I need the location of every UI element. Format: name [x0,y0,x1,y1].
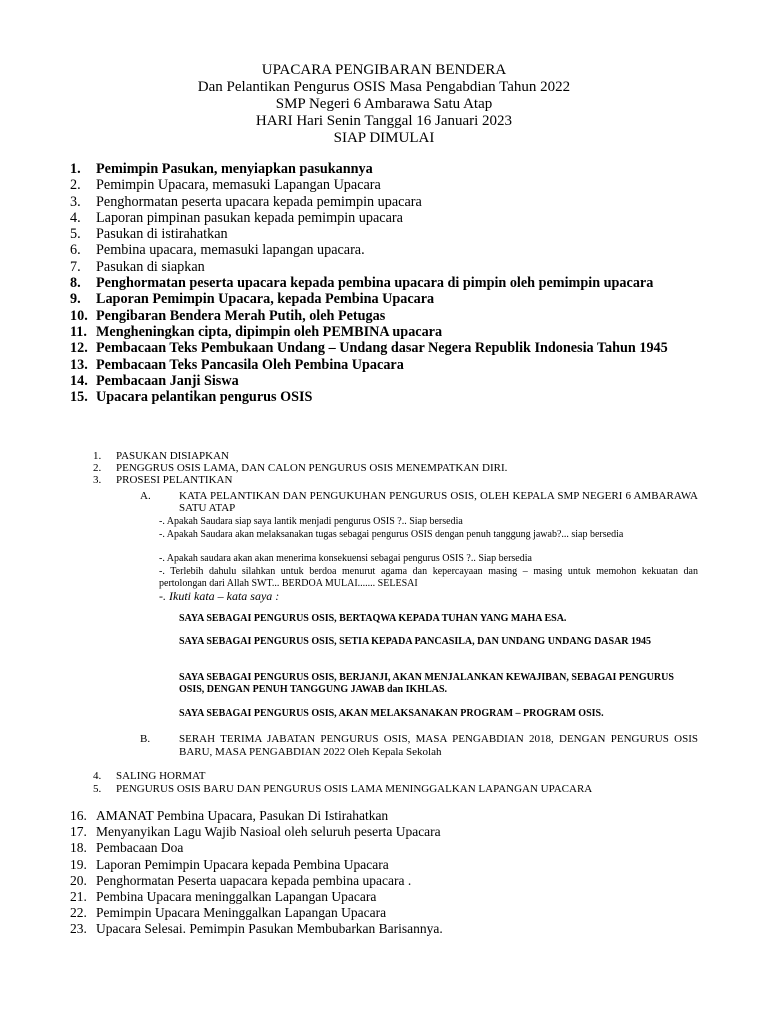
item-text: Penghormatan Peserta uapacara kepada pembina upacara . [96,872,412,888]
item-text: PENGURUS OSIS BARU DAN PENGURUS OSIS LAMA MENINGGALKAN LAPANGAN UPACARA [116,782,593,795]
item-text: Laporan Pemimpin Upacara, kepada Pembina Upacara [96,291,435,308]
pelantikan-closing-list [93,770,703,795]
item-number: 21. [70,889,87,905]
item-number: 8. [70,275,81,292]
item-number: 1. [93,450,102,462]
list-item [70,840,698,856]
item-number: 4. [93,770,102,782]
list-item [70,905,698,921]
item-number: 1. [70,161,81,177]
question-line: -. Apakah saudara akan akan menerima konsekuensi sebagai pengurus OSIS ?.. Siap bersedia [159,553,532,564]
item-text: PASUKAN DISIAPKAN [116,450,229,462]
list-item [70,194,698,210]
list-item [70,873,698,889]
title-line-4: HARI Hari Senin Tanggal 16 Januari 2023 [255,113,513,129]
question-line: -. Apakah Saudara siap saya lantik menjadi pengurus OSIS ?.. Siap bersedia [159,516,463,527]
oath-line: SAYA SEBAGAI PENGURUS OSIS, AKAN MELAKSANAKAN PROGRAM – PROGRAM OSIS. [179,708,604,719]
section-b-text: SERAH TERIMA JABATAN PENGURUS OSIS, MASA PENGABDIAN 2018, DENGAN PENGURUS OSIS BARU, MASA PENGABDIAN 2022 Oleh Kepala Sekolah [179,733,698,758]
list-item [70,340,698,356]
item-text: Pasukan di siapkan [96,258,205,275]
title-line-2: Dan Pelantikan Pengurus OSIS Masa Pengabdian Tahun 2022 [197,79,571,95]
item-number: 7. [70,258,81,275]
list-item [70,226,698,242]
item-text: Pengibaran Bendera Merah Putih, oleh Petugas [96,307,386,324]
title-line-1: UPACARA PENGIBARAN BENDERA [261,62,507,78]
item-number: 9. [70,291,81,308]
oath-line: SAYA SEBAGAI PENGURUS OSIS, BERJANJI, AKAN MENJALANKAN KEWAJIBAN, SEBAGAI PENGURUS OSIS, DENGAN PENUH TANGGUNG JAWAB dan IKHLAS. [179,672,674,695]
list-item [70,210,698,226]
item-text: Mengheningkan cipta, dipimpin oleh PEMBINA upacara [96,323,443,340]
list-item [70,889,698,905]
item-number: 2. [70,177,81,194]
item-text: Pasukan di istirahatkan [96,226,228,243]
item-number: 19. [70,856,87,872]
list-item [70,259,698,275]
item-text: PENGGRUS OSIS LAMA, DAN CALON PENGURUS OSIS MENEMPATKAN DIRI. [116,462,508,474]
question-line: -. Terlebih dahulu silahkan untuk berdoa menurut agama dan kepercayaan masing – masing untuk memohon kekuatan dan pertolongan dari Allah SWT... BERDOA MULAI....... SELESAI [159,566,698,589]
item-text: AMANAT Pembina Upacara, Pasukan Di Istirahatkan [96,808,389,823]
pelantikan-steps-list [93,450,703,486]
list-item [70,389,698,405]
item-number: 13. [70,356,88,373]
item-text: Penghormatan peserta upacara kepada pemimpin upacara [96,193,422,210]
item-number: 4. [70,209,81,226]
list-item [70,921,698,937]
item-text: Pembina Upacara meninggalkan Lapangan Upacara [96,889,377,905]
section-a-text: KATA PELANTIKAN DAN PENGUKUHAN PENGURUS OSIS, OLEH KEPALA SMP NEGERI 6 AMBARAWA SATU ATAP [179,490,698,514]
item-text: Pemimpin Upacara Meninggalkan Lapangan Upacara [96,905,387,921]
item-text: Pembacaan Janji Siswa [96,372,239,389]
follow-instruction: -. Ikuti kata – kata saya : [159,589,280,603]
item-number: 2. [93,462,102,474]
item-text: Pemimpin Pasukan, menyiapkan pasukannya [96,161,373,177]
item-text: PROSESI PELANTIKAN [116,474,233,486]
list-item [70,373,698,389]
item-number: 23. [70,921,87,937]
list-item [70,161,698,177]
oath-line: SAYA SEBAGAI PENGURUS OSIS, SETIA KEPADA PANCASILA, DAN UNDANG UNDANG DASAR 1945 [179,636,652,647]
closing-steps-list [70,808,698,938]
item-text: Laporan pimpinan pasukan kepada pemimpin upacara [96,209,403,226]
item-number: 20. [70,872,87,888]
list-item [93,770,703,783]
list-item [70,857,698,873]
section-a-label: A. [140,490,151,502]
item-number: 3. [93,474,102,486]
item-text: Pemimpin Upacara, memasuki Lapangan Upacara [96,177,381,194]
item-text: Pembacaan Teks Pembukaan Undang – Undang dasar Negera Republik Indonesia Tahun 1945 [96,340,668,357]
item-number: 14. [70,372,88,389]
ceremony-steps-list [70,161,698,405]
item-number: 5. [93,782,102,795]
list-item [70,808,698,824]
item-number: 12. [70,340,88,357]
list-item [70,824,698,840]
list-item [70,291,698,307]
item-text: Upacara Selesai. Pemimpin Pasukan Membubarkan Barisannya. [96,921,443,937]
item-number: 10. [70,307,88,324]
list-item [70,324,698,340]
list-item [70,177,698,193]
item-number: 11. [70,323,87,340]
title-line-3: SMP Negeri 6 Ambarawa Satu Atap [275,96,493,112]
item-text: Menyanyikan Lagu Wajib Nasioal oleh seluruh peserta Upacara [96,824,441,840]
oath-line: SAYA SEBAGAI PENGURUS OSIS, BERTAQWA KEPADA TUHAN YANG MAHA ESA. [179,613,567,624]
item-text: Penghormatan peserta upacara kepada pembina upacara di pimpin oleh pemimpin upacara [96,275,654,292]
item-text: Pembacaan Teks Pancasila Oleh Pembina Upacara [96,356,404,373]
item-number: 22. [70,905,87,921]
list-item [93,450,703,462]
list-item [70,242,698,258]
item-text: Pembina upacara, memasuki lapangan upacara. [96,242,365,259]
list-item [70,308,698,324]
item-text: Laporan Pemimpin Upacara kepada Pembina Upacara [96,856,389,872]
section-a [140,490,698,514]
item-number: 16. [70,808,87,823]
item-text: Upacara pelantikan pengurus OSIS [96,389,313,406]
item-text: Pembacaan Doa [96,840,184,856]
list-item [93,783,703,796]
section-b [140,733,698,758]
item-text: SALING HORMAT [116,770,206,782]
item-number: 15. [70,389,88,406]
item-number: 17. [70,824,87,840]
document-title-block [0,62,768,147]
list-item [93,462,703,474]
list-item [70,275,698,291]
list-item [93,474,703,486]
question-line: -. Apakah Saudara akan melaksanakan tugas sebagai pengurus OSIS dengan penuh tanggung jawab?... siap bersedia [159,529,624,540]
item-number: 3. [70,193,81,210]
section-b-label: B. [140,733,151,745]
item-number: 5. [70,226,81,243]
title-line-5: SIAP DIMULAI [333,130,435,146]
item-number: 18. [70,840,87,856]
list-item [70,357,698,373]
item-number: 6. [70,242,81,259]
